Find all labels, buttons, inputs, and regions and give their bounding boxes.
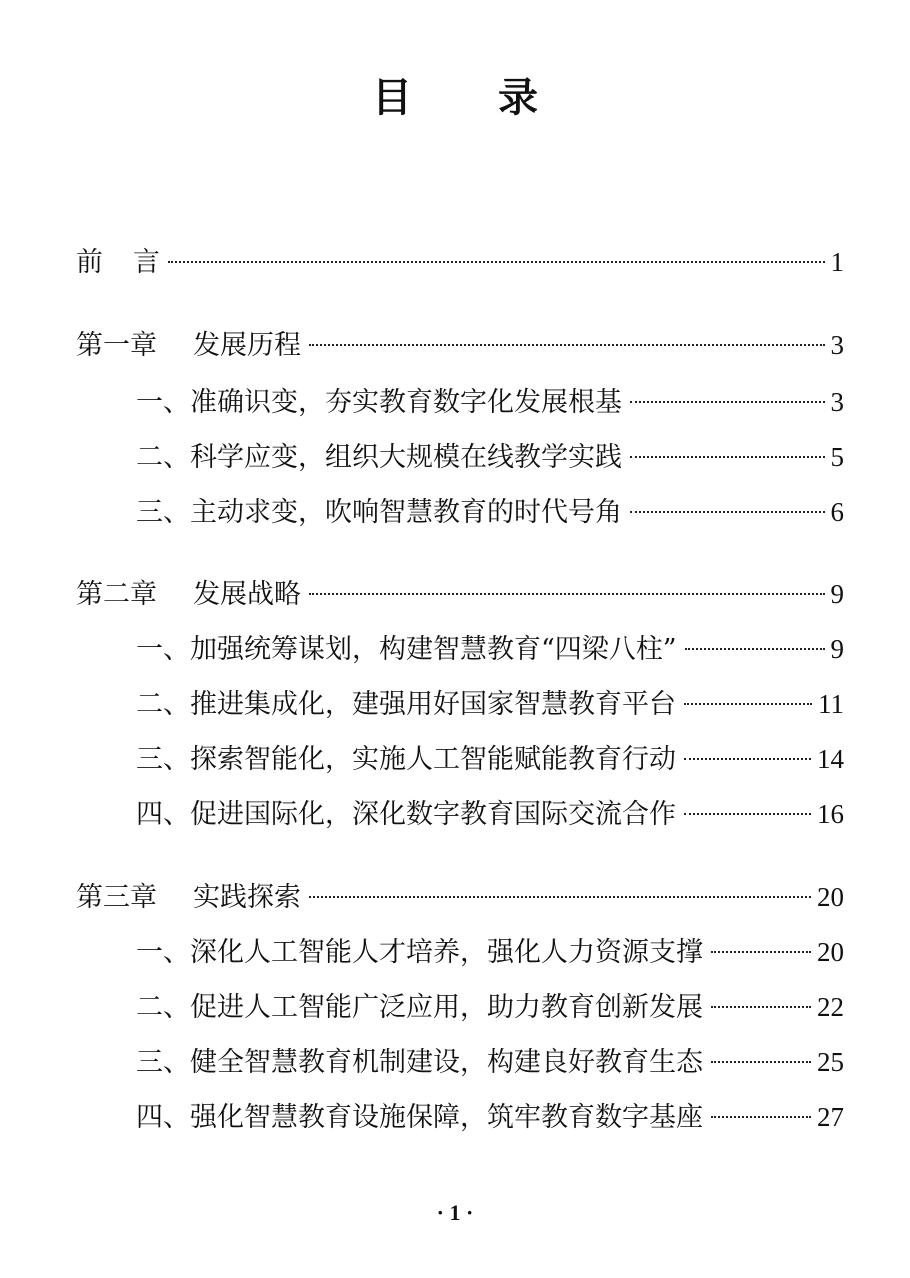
toc-entry-section[interactable] (136, 935, 844, 969)
section-title: 二、促进人工智能广泛应用，助力教育创新发展 (136, 992, 703, 1023)
toc-page-number: 1 (830, 247, 844, 277)
dot-leader (711, 1061, 811, 1063)
toc-entry-chapter-1[interactable] (76, 328, 844, 362)
dot-leader (711, 951, 811, 953)
toc-page-number: 9 (830, 579, 844, 609)
chapter-title: 实践探索 (193, 882, 301, 913)
toc-entry-chapter-2[interactable] (76, 577, 844, 611)
toc-entry-section[interactable] (136, 1100, 844, 1134)
section-title: 二、推进集成化，建强用好国家智慧教育平台 (136, 689, 676, 720)
section-title: 一、准确识变，夯实教育数字化发展根基 (136, 387, 622, 418)
dot-leader (630, 401, 825, 403)
toc-page-number: 27 (817, 1102, 844, 1132)
toc-entry-section[interactable] (136, 990, 844, 1024)
toc-page-number: 11 (818, 689, 844, 719)
section-title: 三、主动求变，吹响智慧教育的时代号角 (136, 497, 622, 528)
dot-leader (684, 813, 811, 815)
preface-char-1: 前 (76, 247, 103, 278)
title-char-2: 录 (498, 75, 538, 121)
toc-page-number: 14 (817, 744, 844, 774)
chapter-label: 第三章 (76, 882, 157, 913)
section-title: 四、强化智慧教育设施保障，筑牢教育数字基座 (136, 1102, 703, 1133)
chapter-label: 第二章 (76, 579, 157, 610)
toc-page-number: 20 (817, 937, 844, 967)
section-title: 一、加强统筹谋划，构建智慧教育“四梁八柱” (136, 634, 677, 665)
dot-leader (684, 703, 812, 705)
dot-leader (630, 511, 825, 513)
dot-leader (685, 648, 825, 650)
section-title: 四、促进国际化，深化数字教育国际交流合作 (136, 799, 676, 830)
toc-entry-section[interactable] (136, 797, 844, 831)
chapter-label: 第一章 (76, 330, 157, 361)
dot-leader (630, 456, 825, 458)
dot-leader (309, 593, 825, 595)
toc-entry-section[interactable] (136, 385, 844, 419)
toc-page-number: 5 (830, 442, 844, 472)
toc-page-number: 6 (830, 497, 844, 527)
section-title: 三、健全智慧教育机制建设，构建良好教育生态 (136, 1047, 703, 1078)
toc-entry-section[interactable] (136, 687, 844, 721)
dot-leader (711, 1116, 811, 1118)
dot-leader (711, 1006, 811, 1008)
dot-leader (168, 261, 825, 263)
dot-leader (684, 758, 811, 760)
section-title: 三、探索智能化，实施人工智能赋能教育行动 (136, 744, 676, 775)
section-title: 二、科学应变，组织大规模在线教学实践 (136, 442, 622, 473)
section-title: 一、深化人工智能人才培养，强化人力资源支撑 (136, 937, 703, 968)
toc-entry-section[interactable] (136, 1045, 844, 1079)
toc-page-number: 20 (817, 882, 844, 912)
title-char-1: 目 (372, 75, 412, 121)
toc-entry-section[interactable] (136, 632, 844, 666)
toc-entry-chapter-3[interactable] (76, 880, 844, 914)
chapter-title: 发展战略 (193, 579, 301, 610)
toc-entry-section[interactable] (136, 742, 844, 776)
toc-entry-section[interactable] (136, 495, 844, 529)
page-number: · 1 · (436, 1200, 474, 1225)
toc-page-number: 16 (817, 799, 844, 829)
dot-leader (309, 344, 825, 346)
toc-entry-section[interactable] (136, 440, 844, 474)
toc-page-number: 25 (817, 1047, 844, 1077)
toc-entry-preface[interactable] (76, 245, 844, 279)
toc-page-number: 3 (830, 387, 844, 417)
preface-char-2: 言 (133, 247, 160, 278)
toc-page-number: 3 (830, 330, 844, 360)
toc-page-number: 9 (830, 634, 844, 664)
dot-leader (309, 896, 811, 898)
chapter-title: 发展历程 (193, 330, 301, 361)
toc-page-number: 22 (817, 992, 844, 1022)
